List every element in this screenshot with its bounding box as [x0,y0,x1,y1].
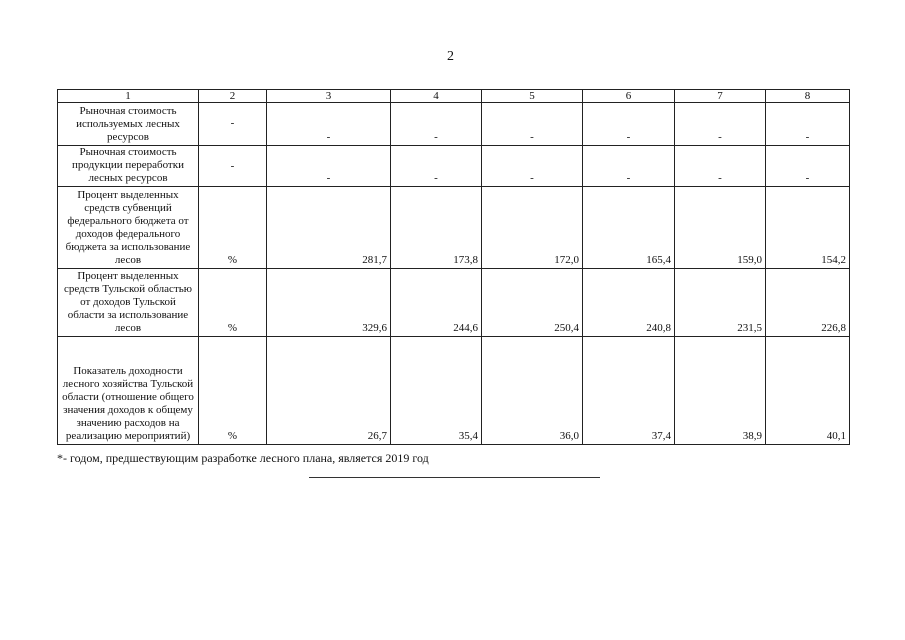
row-unit: % [199,337,267,445]
row-label: Показатель доходности лесного хозяйства Тульской области (отношение общего значения доходов к общему значению расходов на реализацию мероприятий) [58,337,199,445]
table-cell: 26,7 [267,337,391,445]
table-header-row [58,90,850,103]
column-number: 1 [58,90,199,103]
column-number: 3 [267,90,391,103]
table-cell: - [482,103,583,146]
row-label: Рыночная стоимость продукции переработки лесных ресурсов [58,146,199,187]
column-number: 2 [199,90,267,103]
table-cell: - [391,146,482,187]
table-row [58,187,850,269]
table-cell: 36,0 [482,337,583,445]
column-number: 4 [391,90,482,103]
table-cell: 231,5 [675,269,766,337]
row-label: Процент выделенных средств субвенций федерального бюджета от доходов федерального бюджета за использование лесов [58,187,199,269]
table-cell: 172,0 [482,187,583,269]
row-label: Процент выделенных средств Тульской областью от доходов Тульской области за использование лесов [58,269,199,337]
row-unit: % [199,187,267,269]
table-row [58,269,850,337]
table-cell: - [267,146,391,187]
row-unit: % [199,269,267,337]
table-cell: - [391,103,482,146]
column-number: 8 [766,90,850,103]
table-cell: - [583,146,675,187]
table-cell: 159,0 [675,187,766,269]
table-cell: - [766,103,850,146]
data-table [57,89,850,445]
table-cell: 37,4 [583,337,675,445]
column-number: 5 [482,90,583,103]
table-cell: 226,8 [766,269,850,337]
table-row [58,337,850,445]
table-cell: - [482,146,583,187]
footnote: *- годом, предшествующим разработке лесного плана, является 2019 год [57,451,429,465]
divider [309,477,600,478]
table-row [58,146,850,187]
page-number: 2 [447,49,454,64]
column-number: 7 [675,90,766,103]
row-label: Рыночная стоимость используемых лесных ресурсов [58,103,199,146]
table-cell: - [766,146,850,187]
row-unit: - [199,103,267,146]
table-row [58,103,850,146]
table-cell: 173,8 [391,187,482,269]
table-cell: 154,2 [766,187,850,269]
table-cell: 281,7 [267,187,391,269]
table-cell: 329,6 [267,269,391,337]
table-cell: - [267,103,391,146]
table-cell: 244,6 [391,269,482,337]
table-cell: - [675,103,766,146]
table-cell: - [583,103,675,146]
table-cell: - [675,146,766,187]
table-cell: 165,4 [583,187,675,269]
row-unit: - [199,146,267,187]
table-cell: 40,1 [766,337,850,445]
table-cell: 240,8 [583,269,675,337]
column-number: 6 [583,90,675,103]
table-cell: 38,9 [675,337,766,445]
table-cell: 35,4 [391,337,482,445]
table-cell: 250,4 [482,269,583,337]
